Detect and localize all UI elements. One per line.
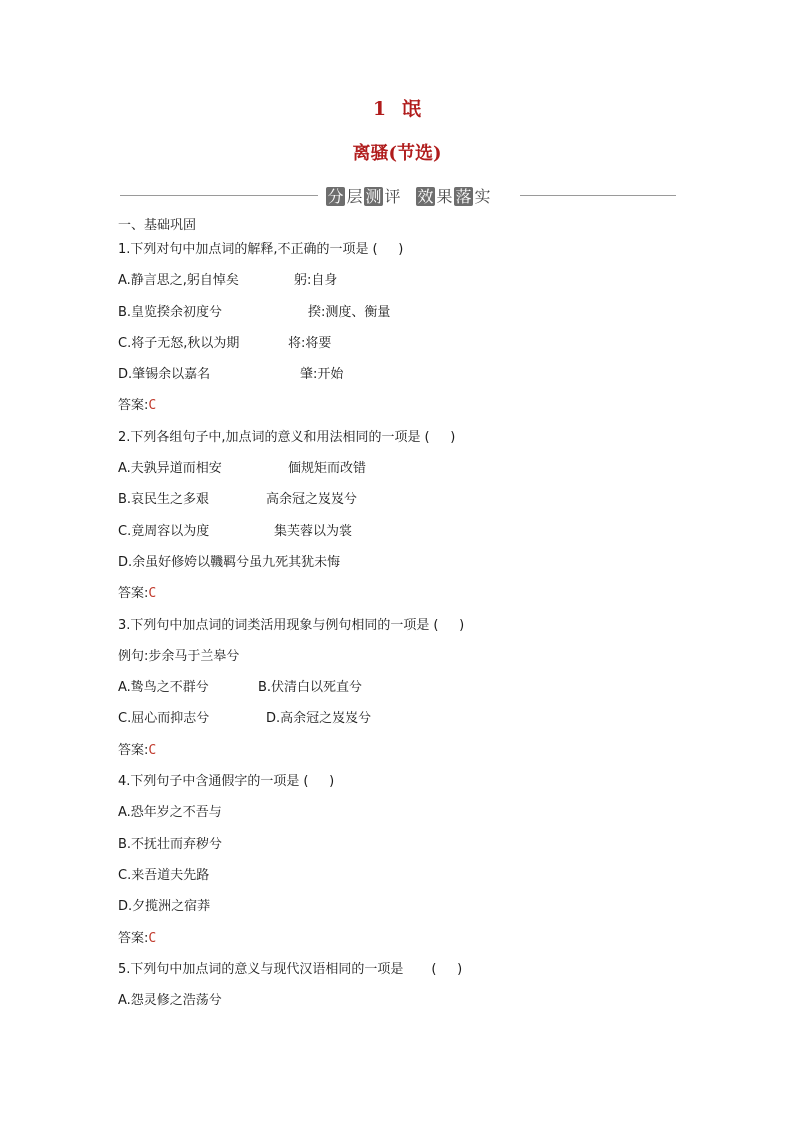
option-line: A.怨灵修之浩荡兮 (118, 993, 222, 1009)
answer-paren: ( ) (424, 429, 456, 445)
option-pair-line (118, 678, 718, 709)
answer-value: C (148, 930, 157, 946)
question-body (118, 216, 718, 1022)
stem-text: 1.下列对句中加点词的解释,不正确的一项是 (118, 242, 369, 257)
lesson-number: 1 (372, 98, 387, 120)
answer-paren: ( ) (372, 242, 404, 257)
answer-paren: ( ) (433, 617, 465, 633)
stem-text: 2.下列各组句子中,加点词的意义和用法相同的一项是 (118, 429, 421, 445)
option-gloss: 躬:自身 (294, 273, 338, 289)
banner-char-boxed: 落 (455, 186, 472, 206)
option-text: C.将子无怒,秋以为期 (118, 335, 240, 351)
option-line (118, 303, 718, 334)
option-text: B.皇览揆余初度兮 (118, 304, 223, 320)
option-line (118, 459, 718, 490)
answer-line (118, 741, 718, 772)
answer-value: C (148, 586, 157, 602)
banner-words (326, 184, 492, 208)
option-text: B.伏清白以死直兮 (258, 680, 363, 696)
answer-value: C (148, 742, 157, 758)
option-text: D.高余冠之岌岌兮 (266, 711, 372, 727)
option-line (118, 334, 718, 365)
banner-char: 层 (346, 186, 363, 206)
option-line (118, 553, 718, 584)
option-gloss: 集芙蓉以为裳 (274, 523, 353, 539)
option-text: C.竟周容以为度 (118, 523, 210, 539)
banner-group-effect (416, 187, 492, 206)
option-text: D.肇锡余以嘉名 (118, 367, 211, 383)
answer-label: 答案: (118, 586, 149, 602)
option-line: C.来吾道夫先路 (118, 867, 210, 883)
stem-text: 4.下列句子中含通假字的一项是 (118, 774, 300, 790)
question-stem (118, 616, 718, 647)
banner-char: 实 (474, 186, 491, 206)
option-text: C.屈心而抑志兮 (118, 711, 210, 727)
lesson-title (0, 96, 794, 122)
answer-paren: ( ) (303, 774, 335, 790)
option-gloss: 揆:测度、衡量 (308, 304, 391, 320)
option-line: B.不抚壮而弃秽兮 (118, 836, 223, 852)
answer-line (118, 396, 718, 427)
answer-line (118, 929, 718, 960)
answer-value: C (148, 398, 157, 414)
banner-divider-right (520, 195, 676, 196)
option-gloss: 肇:开始 (300, 367, 344, 383)
option-text: A.鸷鸟之不群兮 (118, 680, 209, 696)
lesson-subtitle: 离骚(节选) (352, 143, 442, 164)
option-gloss: 将:将要 (288, 335, 332, 351)
answer-label: 答案: (118, 398, 149, 414)
option-gloss: 偭规矩而改错 (288, 461, 367, 477)
option-line (118, 522, 718, 553)
option-text: A.静言思之,躬自悼矣 (118, 273, 239, 289)
option-text: A.夫孰异道而相安 (118, 461, 222, 477)
banner-char-boxed: 效 (417, 186, 434, 206)
option-pair-line (118, 709, 718, 740)
banner-char: 果 (436, 186, 453, 206)
option-line (118, 365, 718, 396)
option-text: B.哀民生之多艰 (118, 492, 210, 508)
question-stem (118, 240, 718, 271)
option-gloss: 高余冠之岌岌兮 (266, 492, 358, 508)
banner-char: 评 (384, 186, 401, 206)
stem-text: 3.下列句中加点词的词类活用现象与例句相同的一项是 (118, 617, 430, 633)
option-line: D.夕揽洲之宿莽 (118, 899, 211, 915)
section-banner (120, 184, 676, 208)
answer-line (118, 584, 718, 615)
banner-char-boxed: 分 (327, 186, 344, 206)
question-stem (118, 428, 718, 459)
banner-divider-left (120, 195, 318, 196)
stem-text: 5.下列句中加点词的意义与现代汉语相同的一项是 (118, 961, 404, 977)
option-line (118, 490, 718, 521)
option-line: A.恐年岁之不吾与 (118, 805, 222, 821)
option-line (118, 271, 718, 302)
question-stem (118, 960, 718, 991)
section-title: 一、基础巩固 (118, 218, 197, 233)
answer-paren: ( ) (431, 961, 463, 977)
example-line: 例句:步余马于兰皋兮 (118, 648, 240, 664)
banner-group-layered-test (326, 187, 402, 206)
lesson-title-char: 氓 (402, 98, 422, 120)
answer-label: 答案: (118, 930, 149, 946)
question-stem (118, 772, 718, 803)
answer-label: 答案: (118, 742, 149, 758)
option-text: D.余虽好修姱以鞿羁兮虽九死其犹未悔 (118, 554, 341, 570)
banner-char-boxed: 测 (365, 186, 382, 206)
